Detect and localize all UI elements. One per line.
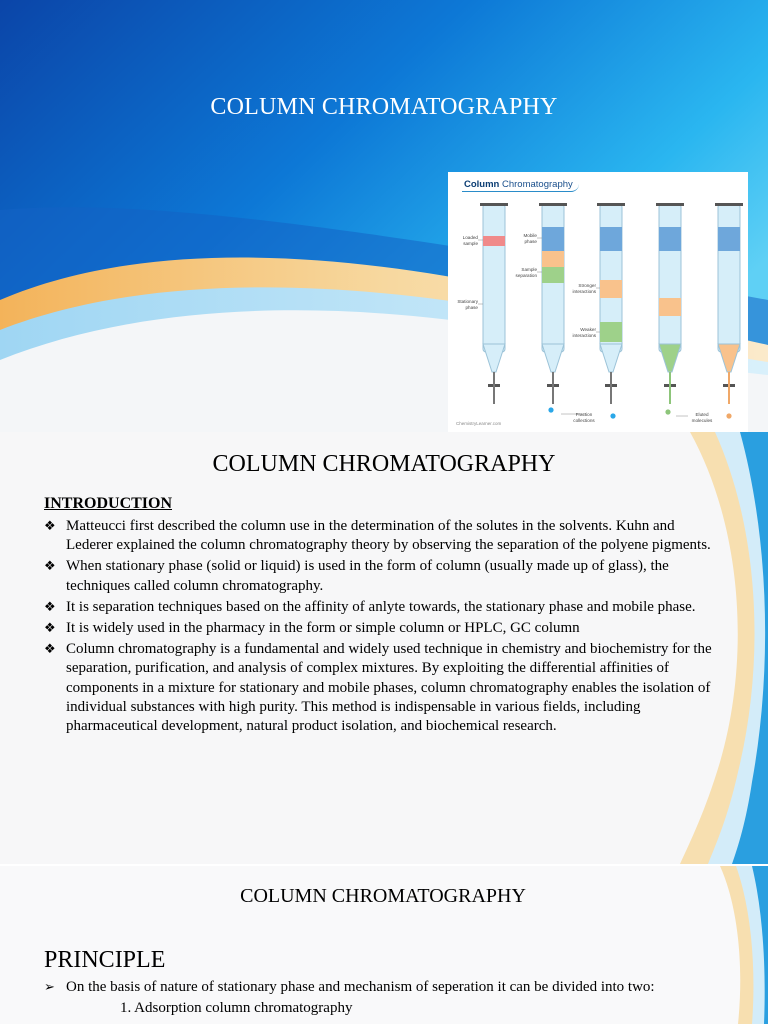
- column-2: [539, 203, 567, 413]
- diamond-bullet-icon: ❖: [44, 559, 56, 575]
- section-heading: INTRODUCTION: [44, 495, 173, 512]
- label-weaker-interactions: Weaker interactions: [572, 327, 596, 338]
- label-stationary-phase: Stationary phase: [457, 299, 478, 310]
- slide-title: [0, 0, 768, 432]
- slide-introduction: [0, 432, 768, 864]
- label-mobile-phase: Mobile phase: [523, 233, 537, 244]
- diamond-bullet-icon: ❖: [44, 519, 56, 534]
- column-5: [715, 203, 743, 419]
- label-sample-separation: Sample separation: [515, 267, 537, 278]
- sub-list-item: 1. Adsorption column chromatography: [120, 1000, 353, 1016]
- list-item: ❖ Matteucci first described the column use in the determination of the solutes in the solvents. Kuhn and Lederer explained the column chromatography theory by observing the separation of the polyene pigments.: [44, 518, 711, 554]
- slide-title-text: COLUMN CHROMATOGRAPHY: [210, 94, 558, 120]
- diamond-bullet-icon: ❖: [44, 642, 56, 658]
- slide-title-text: COLUMN CHROMATOGRAPHY: [240, 885, 526, 907]
- column-4: [656, 203, 684, 415]
- label-eluted-molecules: Eluted molecules: [691, 412, 713, 423]
- columns-illustration: [448, 172, 748, 432]
- diamond-bullet-icon: ❖: [44, 599, 56, 615]
- list-item: ❖ Column chromatography is a fundamental and widely used technique in chemistry and biochemistry for the separation, purification, and analysis of complex mixtures. By exploiting the differential affinities of components in a mixture for stationary and mobile phases, column chromatography enables the isolation of individual substances with high purity. This method is indispensable in various fields, including pharmaceutical development, natural product isolation, and biochemical research.: [44, 641, 712, 735]
- bullet-list: [44, 517, 724, 738]
- label-loaded-sample: Loaded sample: [462, 235, 478, 246]
- diagram-credit: ChemistryLearner.com: [456, 421, 502, 426]
- label-fraction-collections: Fraction collections: [573, 412, 595, 423]
- column-1: [480, 203, 508, 404]
- column-chromatography-diagram: [448, 172, 748, 432]
- label-stronger-interactions: Stronger interactions: [572, 283, 596, 294]
- diagram-title: Column Chromatography: [462, 179, 579, 192]
- column-3: [597, 203, 625, 419]
- slide-title-text: COLUMN CHROMATOGRAPHY: [212, 451, 556, 477]
- list-item: ❖ It is separation techniques based on the affinity of anlyte towards, the stationary phase and mobile phase.: [44, 598, 724, 617]
- list-item: ❖ It is widely used in the pharmacy in the form or simple column or HPLC, GC column: [44, 619, 724, 638]
- section-heading: PRINCIPLE: [44, 947, 166, 973]
- arrowhead-bullet-icon: ➢: [44, 980, 55, 995]
- diamond-bullet-icon: ❖: [44, 621, 56, 637]
- list-item: ❖ When stationary phase (solid or liquid) is used in the form of column (usually made up of glass), the techniques called column chromatography.: [44, 558, 669, 594]
- slide-principle: COLUMN CHROMATOGRAPHY PRINCIPLE ➢ On the basis of nature of stationary phase and mechanism of seperation it can be divided into two: 1. Adsorption column chromatography: [0, 866, 768, 1024]
